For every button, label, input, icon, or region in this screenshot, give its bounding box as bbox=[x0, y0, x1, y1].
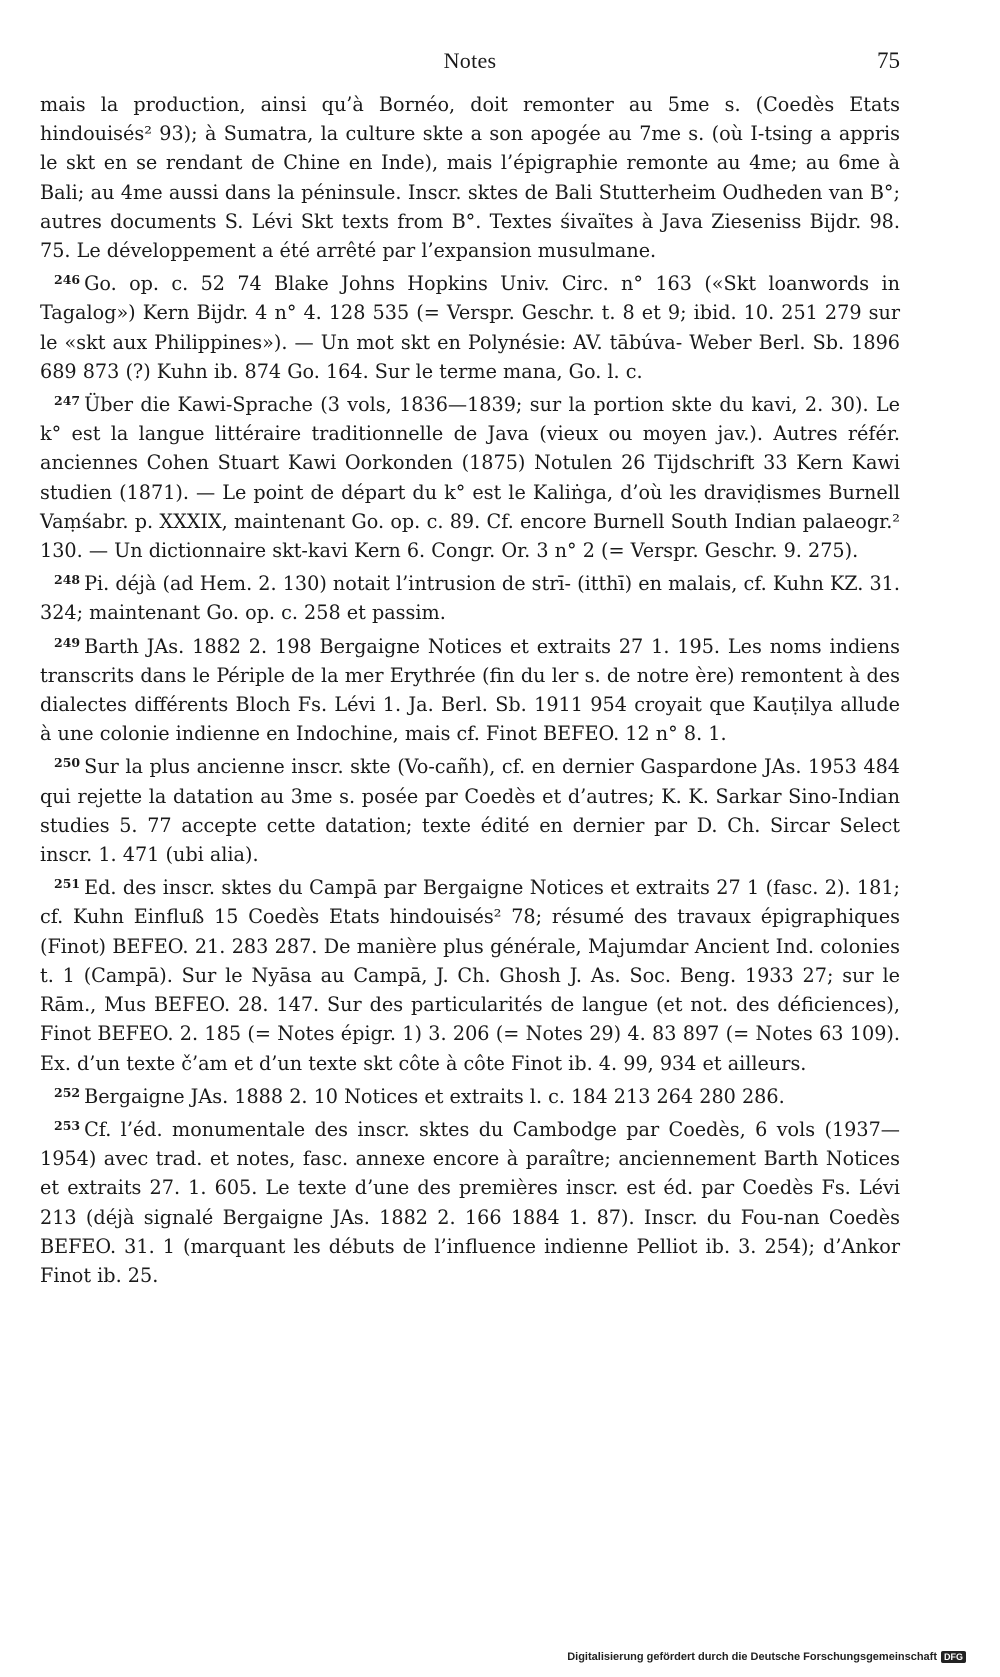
footnote-number: 250 bbox=[54, 755, 81, 771]
running-head bbox=[40, 44, 900, 84]
footnote-text: Sur la plus ancienne inscr. skte (Vo-cañh), cf. en dernier Gaspardone JAs. 1953 484 qui rejette la datation au 3me s. posée par Coedès et d’autres; K. K. Sarkar Sino-Indian studies 5. 77 accepte cette datation; texte édité en dernier par D. Ch. Sircar Select inscr. 1. 471 (ubi alia). bbox=[40, 755, 900, 867]
digitization-credit bbox=[567, 1651, 966, 1663]
footnote-number: 253 bbox=[54, 1117, 81, 1133]
credit-text: Digitalisierung gefördert durch die Deutsche Forschungsgemeinschaft bbox=[567, 1651, 937, 1663]
footnote-text: Bergaigne JAs. 1888 2. 10 Notices et extraits l. c. 184 213 264 280 286. bbox=[84, 1084, 785, 1108]
footnote-number: 249 bbox=[54, 634, 81, 650]
footnote-number: 248 bbox=[54, 572, 81, 588]
footnote-text: Ed. des inscr. sktes du Campā par Bergaigne Notices et extraits 27 1 (fasc. 2). 181; cf. Kuhn Einfluß 15 Coedès Etats hindouisés² 78; résumé des travaux épigraphiques (Finot) BEFEO. 21. 283 287. De manière plus générale, Majumdar Ancient Ind. colonies t. 1 (Campā). Sur le Nyāsa au Campā, J. Ch. Ghosh J. As. Soc. Beng. 1933 27; sur le Rām., Mus BEFEO. 28. 147. Sur des particularités de langue (et not. des déficiences), Finot BEFEO. 2. 185 (= Notes épigr. 1) 3. 206 (= Notes 29) 4. 83 897 (= Notes 63 109). Ex. d’un texte č’am et d’un texte skt côte à côte Finot ib. 4. 99, 934 et ailleurs. bbox=[40, 876, 900, 1075]
footnote-number: 252 bbox=[54, 1084, 81, 1100]
footnote-text: Go. op. c. 52 74 Blake Johns Hopkins Univ. Circ. n° 163 («Skt loanwords in Tagalog») Kern Bijdr. 4 n° 4. 128 535 (= Verspr. Geschr. t. 8 et 9; ibid. 10. 251 279 sur le «skt aux Philippines»). — Un mot skt en Polynésie: AV. tābúva- Weber Berl. Sb. 1896 689 873 (?) Kuhn ib. 874 Go. 164. Sur le terme mana, Go. l. c. bbox=[40, 272, 900, 383]
footnote-number: 251 bbox=[54, 876, 81, 892]
footnote-text: Über die Kawi-Sprache (3 vols, 1836—1839; sur la portion skte du kavi, 2. 30). Le k° est la langue littéraire traditionnelle de Java (vieux ou moyen jav.). Autres référ. anciennes Cohen Stuart Kawi Oorkonden (1875) Notulen 26 Tijdschrift 33 Kern Kawi studien (1871). — Le point de départ du k° est le Kaliṅga, d’où les draviḍismes Burnell Vaṃśabr. p. XXXIX, maintenant Go. op. c. 89. Cf. encore Burnell South Indian palaeogr.² 130. — Un dictionnaire skt-kavi Kern 6. Congr. Or. 3 n° 2 (= Verspr. Geschr. 9. 275). bbox=[40, 393, 900, 563]
book-page bbox=[40, 44, 900, 1290]
footnote-253 bbox=[40, 1111, 900, 1290]
footnote-246 bbox=[40, 265, 900, 386]
footnote-text: Pi. déjà (ad Hem. 2. 130) notait l’intrusion de strī- (itthī) en malais, cf. Kuhn KZ. 31. 324; maintenant Go. op. c. 258 et passim. bbox=[40, 572, 900, 625]
note-continuation: mais la production, ainsi qu’à Bornéo, doit remonter au 5me s. (Coedès Etats hindouisés² 93); à Sumatra, la culture skte a son apogée au 7me s. (où I-tsing a appris le skt en se rendant de Chine en Inde), mais l’épigraphie remonte au 4me; au 6me à Bali; au 4me aussi dans la péninsule. Inscr. sktes de Bali Stutterheim Oudheden van B°; autres documents S. Lévi Skt texts from B°. Textes śivaïtes à Java Zieseniss Bijdr. 98. 75. Le développement a été arrêté par l’expansion musulmane. bbox=[40, 93, 900, 263]
footnote-251 bbox=[40, 869, 900, 1077]
footnote-text: Cf. l’éd. monumentale des inscr. sktes du Cambodge par Coedès, 6 vols (1937—1954) avec trad. et notes, fasc. annexe encore à paraître; anciennement Barth Notices et extraits 27. 1. 605. Le texte d’une des premières inscr. est éd. par Coedès Fs. Lévi 213 (déjà signalé Bergaigne JAs. 1882 2. 166 1884 1. 87). Inscr. du Fou-nan Coedès BEFEO. 31. 1 (marquant les débuts de l’influence indienne Pelliot ib. 3. 254); d’Ankor Finot ib. 25. bbox=[40, 1117, 900, 1287]
footnote-247 bbox=[40, 386, 900, 565]
footnote-number: 246 bbox=[54, 272, 81, 288]
footnote-249 bbox=[40, 628, 900, 749]
footnote-248 bbox=[40, 565, 900, 627]
notes-body bbox=[40, 90, 900, 1290]
footnote-text: Barth JAs. 1882 2. 198 Bergaigne Notices et extraits 27 1. 195. Les noms indiens transcrits dans le Périple de la mer Erythrée (fin du ler s. de notre ère) remontent à des dialectes différents Bloch Fs. Lévi 1. Ja. Berl. Sb. 1911 954 croyait que Kauṭilya allude à une colonie indienne en Indochine, mais cf. Finot BEFEO. 12 n° 8. 1. bbox=[40, 634, 900, 746]
running-head-title: Notes bbox=[443, 48, 497, 73]
dfg-logo: DFG bbox=[941, 1651, 966, 1663]
footnote-250 bbox=[40, 748, 900, 869]
page-number: 75 bbox=[877, 48, 900, 73]
footnote-252 bbox=[40, 1078, 900, 1111]
footnote-number: 247 bbox=[54, 393, 81, 409]
